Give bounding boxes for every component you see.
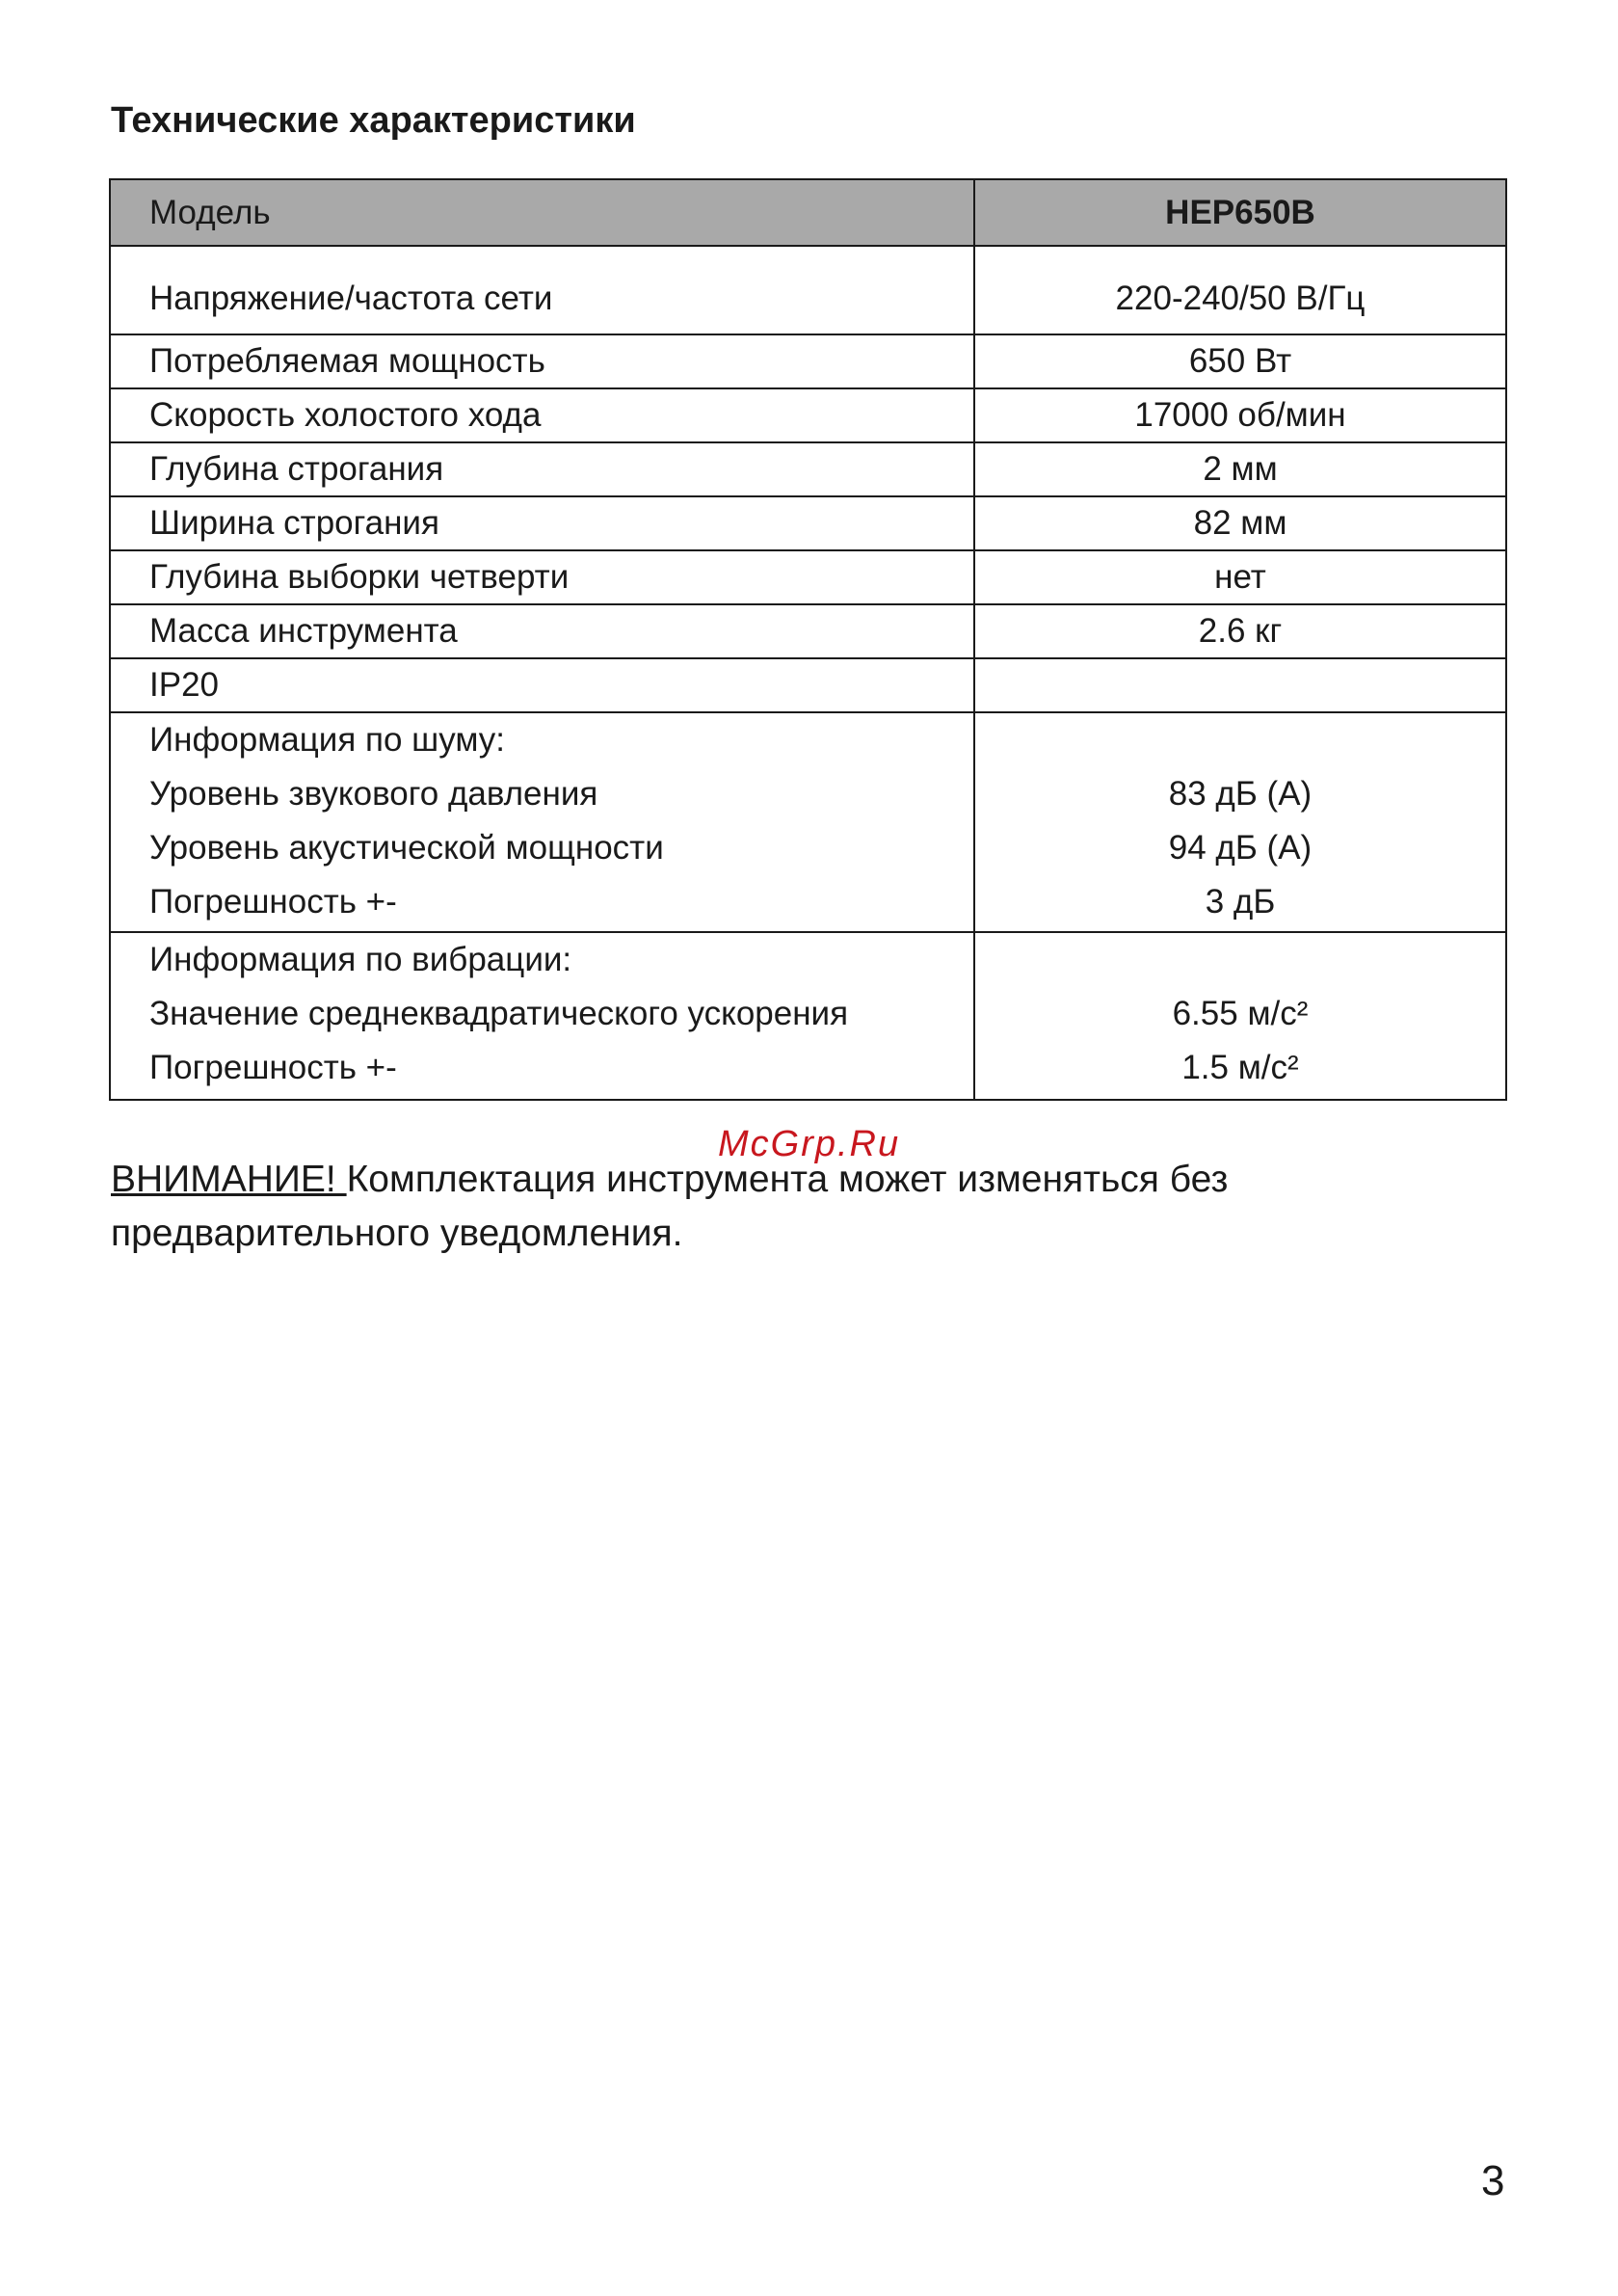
row-value: 2 мм [1203,450,1278,488]
page-number: 3 [1481,2157,1505,2204]
noise-heading: Информация по шуму: [149,721,506,759]
noise-value: 83 дБ (А) [1168,775,1313,813]
notice-paragraph [111,1153,1460,1261]
warning-label: ВНИМАНИЕ! [111,1159,347,1200]
spec-table [109,178,1507,1101]
vibration-value: 1.5 м/с² [1181,1049,1299,1086]
row-label: Потребляемая мощность [149,342,545,380]
row-label: Скорость холостого хода [149,396,542,434]
noise-label: Уровень акустической мощности [149,829,664,867]
table-row [110,442,1506,496]
noise-label: Погрешность +- [149,883,397,921]
header-model-cell [974,179,1506,246]
table-row [110,658,1506,712]
vibration-heading: Информация по вибрации: [149,941,572,978]
header-model: HEP650B [1165,193,1315,231]
row-value: 650 Вт [1188,342,1292,380]
vibration-label: Значение среднеквадратического ускорения [149,995,849,1032]
table-row [110,334,1506,388]
row-value: 220-240/50 В/Гц [1115,280,1366,317]
section-title: Технические характеристики [111,100,636,141]
table-row [110,388,1506,442]
header-label: Модель [149,193,271,231]
row-label: Ширина строгания [149,504,439,542]
table-header-row [110,179,1506,246]
row-label: Глубина выборки четверти [149,558,570,596]
row-value: 2.6 кг [1198,612,1283,650]
table-row [110,604,1506,658]
row-label: Напряжение/частота сети [149,280,553,317]
vibration-label: Погрешность +- [149,1049,397,1086]
header-label-cell [110,179,974,246]
noise-value: 94 дБ (А) [1168,829,1313,867]
row-label: IP20 [149,666,219,704]
row-label: Глубина строгания [149,450,444,488]
table-row [110,496,1506,550]
vibration-info-row [110,932,1506,1100]
table-row [110,550,1506,604]
vibration-value: 6.55 м/с² [1172,995,1309,1032]
table-row [110,246,1506,334]
row-label: Масса инструмента [149,612,458,650]
watermark: McGrp.Ru [718,1124,901,1164]
notice-text: Комплектация инструмента может изменяться без предварительного уведомления. [111,1159,1229,1254]
row-value: нет [1214,558,1266,596]
noise-label: Уровень звукового давления [149,775,598,813]
noise-value: 3 дБ [1205,883,1276,921]
row-value: 17000 об/мин [1134,396,1346,434]
noise-info-row [110,712,1506,932]
row-value: 82 мм [1193,504,1287,542]
